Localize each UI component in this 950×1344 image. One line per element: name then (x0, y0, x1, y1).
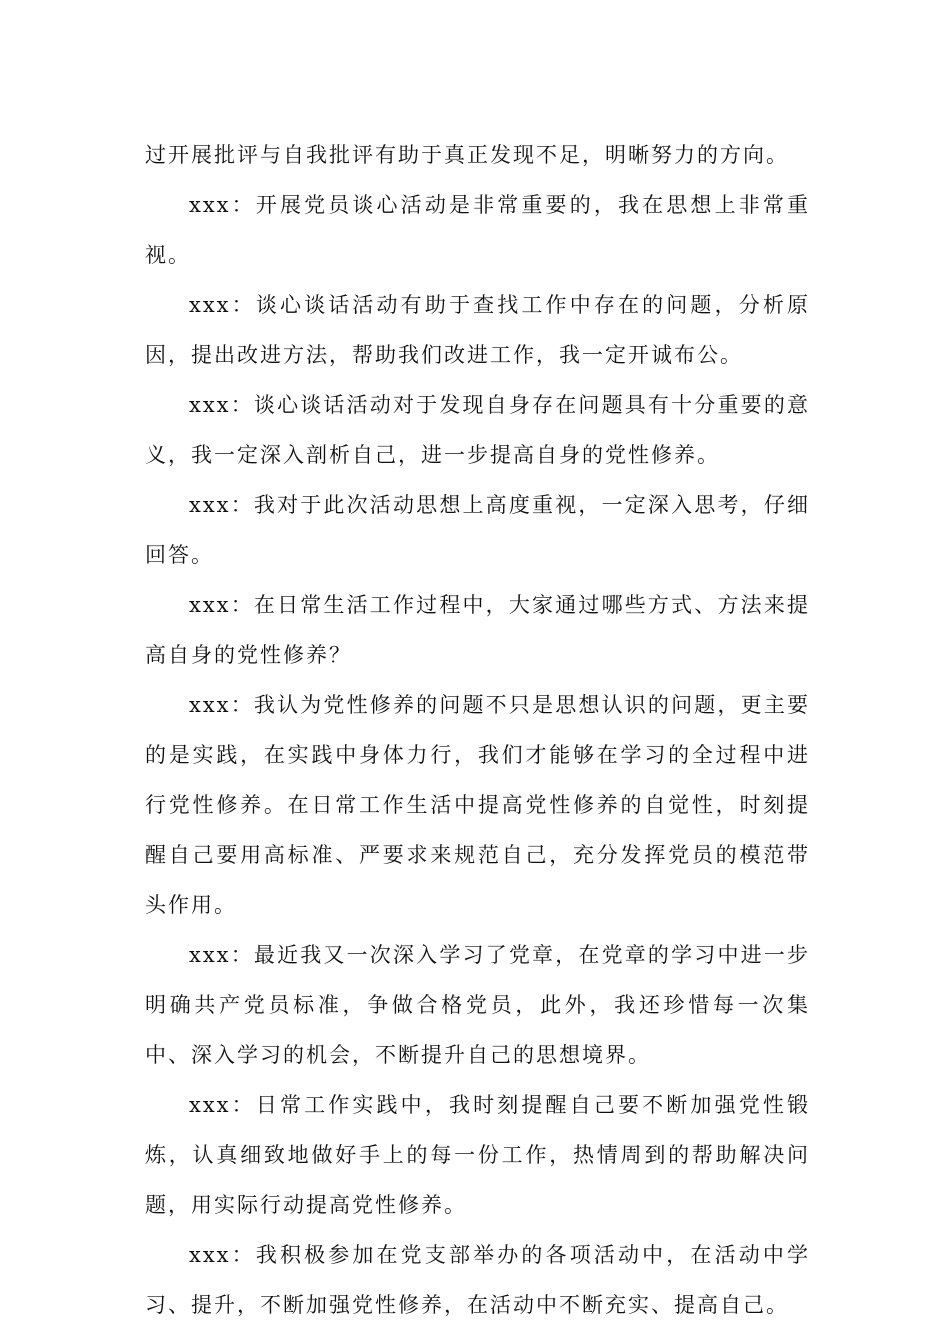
paragraph: xxx：在日常生活工作过程中，大家通过哪些方式、方法来提高自身的党性修养？ (145, 593, 810, 667)
paragraph: xxx：开展党员谈心活动是非常重要的，我在思想上非常重视。 (145, 193, 810, 267)
paragraph: xxx：我认为党性修养的问题不只是思想认识的问题，更主要的是实践，在实践中身体力行，我们才能够在学习的全过程中进行党性修养。在日常工作生活中提高党性修养的自觉性，时刻提醒自己要用高标准、严要求来规范自己，充分发挥党员的模范带头作用。 (145, 693, 810, 917)
paragraph-continued: 过开展批评与自我批评有助于真正发现不足，明晰努力的方向。 (145, 143, 789, 167)
paragraph: xxx：日常工作实践中，我时刻提醒自己要不断加强党性锻炼，认真细致地做好手上的每一份工作，热情周到的帮助解决问题，用实际行动提高党性修养。 (145, 1093, 810, 1217)
paragraph: xxx：谈心谈话活动有助于查找工作中存在的问题，分析原因，提出改进方法，帮助我们改进工作，我一定开诚布公。 (145, 293, 810, 367)
paragraph: xxx：谈心谈话活动对于发现自身存在问题具有十分重要的意义，我一定深入剖析自己，进一步提高自身的党性修养。 (145, 393, 810, 467)
paragraph: xxx：最近我又一次深入学习了党章，在党章的学习中进一步明确共产党员标准，争做合格党员，此外，我还珍惜每一次集中、深入学习的机会，不断提升自己的思想境界。 (145, 943, 810, 1067)
paragraph: xxx：我积极参加在党支部举办的各项活动中，在活动中学习、提升，不断加强党性修养，在活动中不断充实、提高自己。 (145, 1243, 810, 1317)
paragraph: xxx：我对于此次活动思想上高度重视，一定深入思考，仔细回答。 (145, 493, 810, 567)
document-body (145, 130, 810, 1330)
